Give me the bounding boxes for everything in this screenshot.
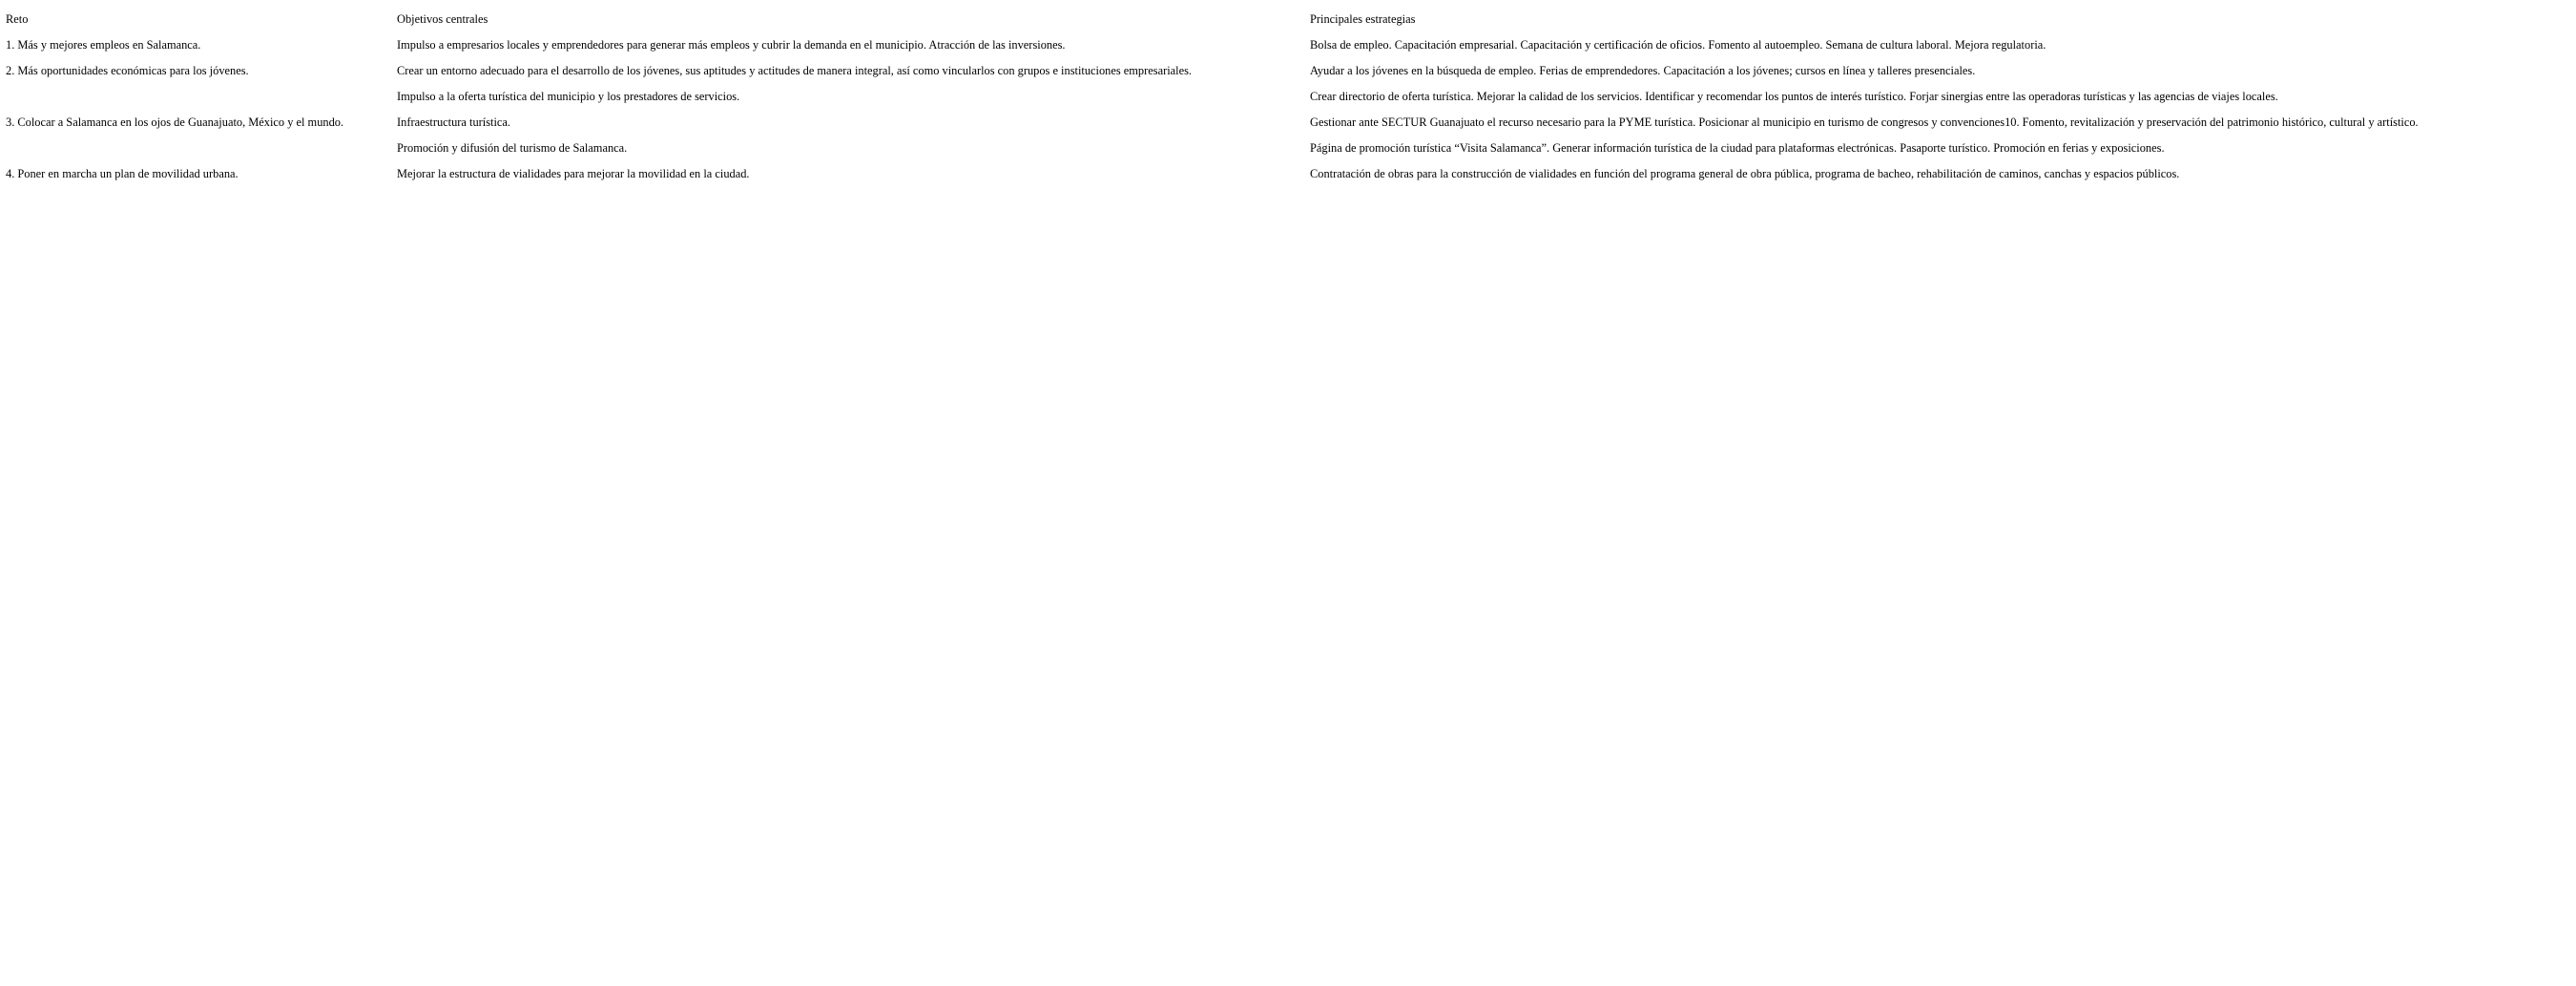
strategy-table xyxy=(6,7,2576,187)
cell-estrategias: Contratación de obras para la construcción de vialidades en función del programa general de obra pública, programa de bacheo, rehabilitación de caminos, canchas y espacios públicos. xyxy=(1310,167,2180,180)
table-row xyxy=(6,32,2576,58)
cell-estrategias: Página de promoción turística “Visita Salamanca”. Generar información turística de la ciudad para plataformas electrónicas. Pasaporte turístico. Promoción en ferias y exposiciones. xyxy=(1310,141,2165,155)
cell-reto: 3. Colocar a Salamanca en los ojos de Guanajuato, México y el mundo. xyxy=(6,115,344,129)
header-estrategias: Principales estrategias xyxy=(1310,12,1416,26)
cell-reto xyxy=(6,84,397,110)
cell-estrategias: Bolsa de empleo. Capacitación empresarial. Capacitación y certificación de oficios. Fomento al autoempleo. Semana de cultura laboral. Mejora regulatoria. xyxy=(1310,38,2046,52)
cell-objetivo: Mejorar la estructura de vialidades para mejorar la movilidad en la ciudad. xyxy=(397,167,750,180)
table-row xyxy=(6,136,2576,161)
cell-estrategias: Crear directorio de oferta turística. Mejorar la calidad de los servicios. Identificar y recomendar los puntos de interés turístico. Forjar sinergias entre las operadoras turísticas y las agencias de viajes locales. xyxy=(1310,90,2278,103)
table-row xyxy=(6,161,2576,187)
cell-estrategias: Ayudar a los jóvenes en la búsqueda de empleo. Ferias de emprendedores. Capacitación a los jóvenes; cursos en línea y talleres presenciales. xyxy=(1310,64,1976,77)
table-header-row xyxy=(6,7,2576,32)
cell-objetivo: Impulso a empresarios locales y emprendedores para generar más empleos y cubrir la demanda en el municipio. Atracción de las inversiones. xyxy=(397,38,1066,52)
table-row xyxy=(6,58,2576,84)
cell-objetivo: Promoción y difusión del turismo de Salamanca. xyxy=(397,141,628,155)
cell-objetivo: Impulso a la oferta turística del municipio y los prestadores de servicios. xyxy=(397,90,740,103)
table-row xyxy=(6,84,2576,110)
cell-reto: 4. Poner en marcha un plan de movilidad urbana. xyxy=(6,167,239,180)
table-row xyxy=(6,110,2576,136)
cell-reto xyxy=(6,136,397,161)
header-reto: Reto xyxy=(6,12,29,26)
cell-reto: 1. Más y mejores empleos en Salamanca. xyxy=(6,38,201,52)
header-objetivos: Objetivos centrales xyxy=(397,12,488,26)
cell-objetivo: Infraestructura turística. xyxy=(397,115,511,129)
cell-objetivo: Crear un entorno adecuado para el desarrollo de los jóvenes, sus aptitudes y actitudes de manera integral, así como vincularlos con grupos e instituciones empresariales. xyxy=(397,64,1193,77)
cell-estrategias: Gestionar ante SECTUR Guanajuato el recurso necesario para la PYME turística. Posicionar al municipio en turismo de congresos y convenciones10. Fomento, revitalización y preservación del patrimonio histórico, cultural y artístico. xyxy=(1310,115,2419,129)
cell-reto: 2. Más oportunidades económicas para los jóvenes. xyxy=(6,64,249,77)
